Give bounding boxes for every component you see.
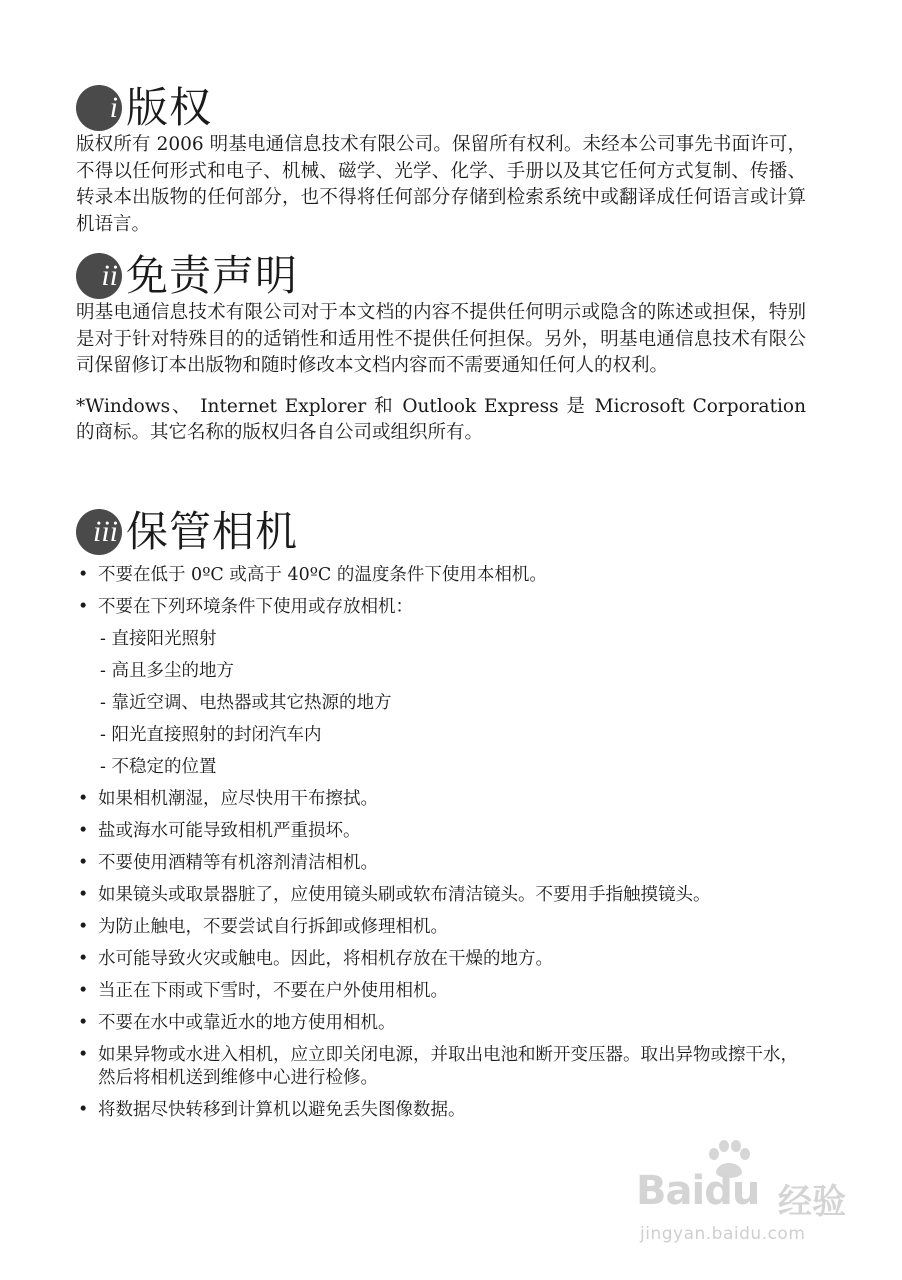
list-item: • 为防止触电，不要尝试自行拆卸或修理相机。 — [76, 916, 806, 939]
care-section — [76, 504, 806, 1131]
disclaimer-paragraph: 明基电通信息技术有限公司对于本文档的内容不提供任何明示或隐含的陈述或担保，特别是对于针对特殊目的的适销性和适用性不提供任何担保。另外，明基电通信息技术有限公司保留修订本出版物和随时修改本文档内容而不需要通知任何人的权利。 — [76, 302, 806, 376]
list-item: • 不要在低于 0ºC 或高于 40ºC 的温度条件下使用本相机。 — [76, 564, 806, 587]
list-item: • 不要在水中或靠近水的地方使用相机。 — [76, 1012, 806, 1035]
sub-list-item: - 不稳定的位置 — [100, 757, 217, 777]
sub-list-item: - 阳光直接照射的封闭汽车内 — [100, 725, 322, 745]
copyright-paragraph: 版权所有 2006 明基电通信息技术有限公司。保留所有权利。未经本公司事先书面许可，不得以任何形式和电子、机械、磁学、光学、化学、手册以及其它任何方式复制、传播、转录本出版物的任何部分，也不得将任何部分存储到检索系统中或翻译成任何语言或计算机语言。 — [76, 134, 806, 235]
list-item: • 水可能导致火灾或触电。因此，将相机存放在干燥的地方。 — [76, 948, 806, 971]
trademark-paragraph: *Windows、 Internet Explorer 和 Outlook Express 是 Microsoft Corporation 的商标。其它名称的版权归各自公司或组织所有。 — [76, 395, 806, 443]
disclaimer-heading — [76, 248, 806, 304]
list-item: • 盐或海水可能导致相机严重损坏。 — [76, 820, 806, 843]
section-number-badge: iii — [76, 509, 122, 555]
list-item: • 如果异物或水进入相机，应立即关闭电源，并取出电池和断开变压器。取出异物或擦干水，然后将相机送到维修中心进行检修。 — [76, 1044, 806, 1090]
section-title: 免责声明 — [126, 251, 299, 300]
sub-list-item: - 高且多尘的地方 — [100, 661, 234, 681]
care-list — [76, 564, 806, 1122]
list-item: • 将数据尽快转移到计算机以避免丢失图像数据。 — [76, 1099, 806, 1122]
list-item: • 不要在下列环境条件下使用或存放相机： — [76, 596, 806, 619]
list-item: • 不要使用酒精等有机溶剂清洁相机。 — [76, 852, 806, 875]
list-item: • 如果镜头或取景器脏了，应使用镜头刷或软布清洁镜头。不要用手指触摸镜头。 — [76, 884, 806, 907]
section-title: 版权 — [126, 83, 213, 132]
copyright-heading — [76, 80, 806, 136]
disclaimer-section — [76, 248, 806, 447]
jingyan-label: 经验 — [778, 1182, 846, 1222]
list-item: • 当正在下雨或下雪时，不要在户外使用相机。 — [76, 980, 806, 1003]
section-number-badge: ii — [76, 253, 122, 299]
section-number-badge: i — [76, 85, 122, 131]
sub-list-item: - 直接阳光照射 — [100, 629, 217, 649]
baidu-logo-text: Baidu — [636, 1168, 760, 1214]
copyright-section — [76, 80, 806, 238]
list-item: • 如果相机潮湿，应尽快用干布擦拭。 — [76, 788, 806, 811]
sub-list-item: - 靠近空调、电热器或其它热源的地方 — [100, 693, 392, 713]
care-heading — [76, 504, 806, 560]
watermark-url: jingyan.baidu.com — [640, 1224, 806, 1244]
section-title: 保管相机 — [126, 507, 299, 556]
baidu-watermark — [636, 1140, 846, 1250]
